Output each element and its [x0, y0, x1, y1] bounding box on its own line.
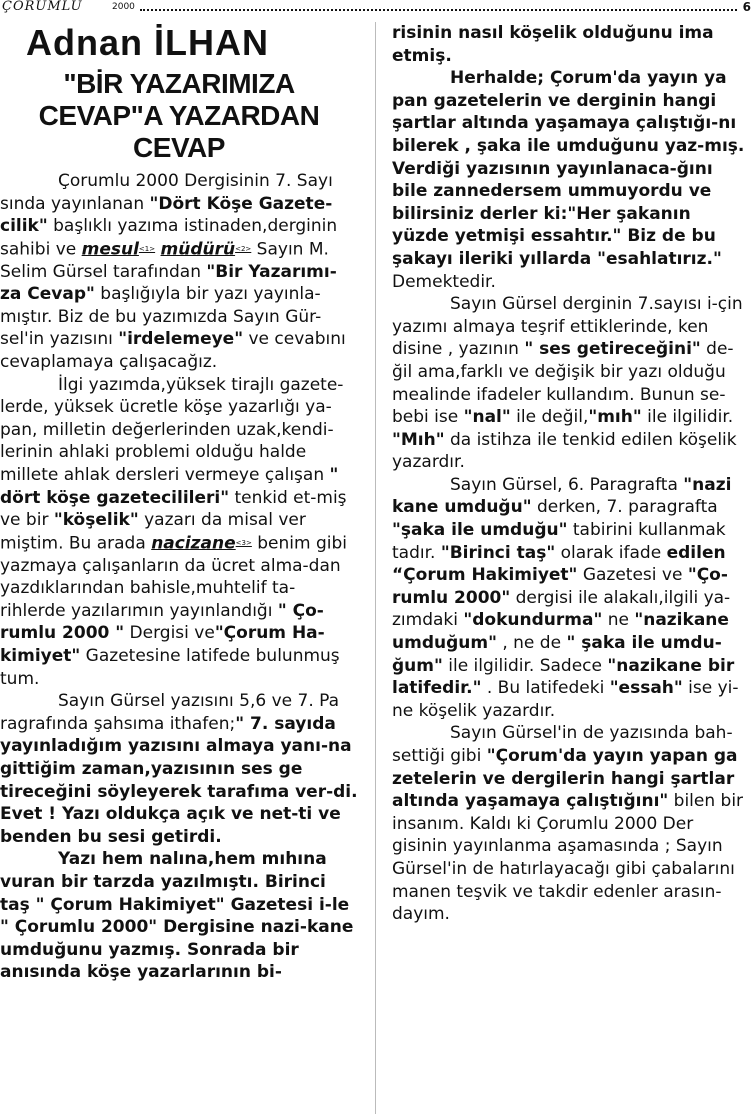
page-header — [0, 0, 753, 18]
left-column — [0, 22, 358, 984]
magazine-name: ÇORUMLU — [2, 0, 83, 14]
paragraph-3: Sayın Gürsel yazısını 5,6 ve 7. Pa ragrafında şahsıma ithafen;" 7. sayıda yayınladığım yazısını almaya yanı-na gittiğim zaman,yazısının ses ge tireceğini söyleyerek tarafıma ver-di. Evet ! Yazı oldukça açık ve net-ti ve benden bu sesi getirdi. — [0, 691, 358, 847]
paragraph-9: Sayın Gürsel'in de yazısında bah-settiği gibi "Çorum'da yayın yapan ga zetelerin ve dergilerin hangi şartlar altında yaşamaya çalıştığını" bilen bir insanım. Kaldı ki Çorumlu 2000 Der gisinin yayınlanma aşamasında ; Sayın Gürsel'in de hatırlayacağı gibi çabalarını manen teşvik ve takdir edenler arasın-dayım. — [392, 723, 744, 925]
paragraph-8: Sayın Gürsel, 6. Paragrafta "nazi kane umduğu" derken, 7. paragrafta "şaka ile umduğu" tabirini kullanmak tadır. "Birinci taş" olarak ifade edilen “Çorum Hakimiyet" Gazetesi ve "Ço-rumlu 2000" dergisi ile alakalı,ilgili ya-zımdaki "dokundurma" ne "nazikane umduğum" , ne de " şaka ile umdu-ğum" ile ilgilidir. Sadece "nazikane bir latifedir." . Bu latifedeki "essah" ise yi-ne köşelik yazardır. — [392, 474, 739, 721]
footnote-ref: <2> — [235, 244, 252, 253]
footnote-term: mesul — [81, 239, 139, 260]
paragraph-7: Sayın Gürsel derginin 7.sayısı i-çin yazımı almaya teşrif ettiklerinde, ken disine , yazının " ses getireceğini" de-ğil ama,farklı ve değişik bir yazı olduğu mealinde ifadeler kullandım. Bunun se-bebi ise "nal" ile değil,"mıh" ile ilgilidir. "Mıh" da istihza ile tenkid edilen köşelik yazardır. — [392, 294, 743, 473]
paragraph-6: Herhalde; Çorum'da yayın ya pan gazetelerin ve derginin hangi şartlar altında yaşamaya çalıştığı-nı bilerek , şaka ile umduğunu yaz-mış. Verdiği yazısının yayınlanaca-ğını bile zannedersem ummuyordu ve bilirsiniz derler ki:"Her şakanın yüzde yetmişi essahtır." Biz de bu şakayı ileriki yıllarda "esahlatırız." Demektedir. — [392, 68, 745, 292]
author-name: Adnan İLHAN — [26, 22, 269, 63]
footnote-ref: <3> — [235, 538, 252, 547]
footnote-ref: <1> — [138, 244, 156, 253]
footnote-term: nacizane — [151, 533, 236, 554]
footnote-term: müdürü — [160, 239, 236, 260]
page-number: 6 — [742, 0, 751, 14]
paragraph-1: Çorumlu 2000 Dergisinin 7. Sayı sında yayınlanan "Dört Köşe Gazete- cilik" başlıklı yazıma istinaden,derginin sahibi ve mesul<1> müdürü<2> Sayın M. Selim Gürsel tarafından "Bir Yazarımı-za Cevap" başlığıyla bir yazı yayınla-mıştır. Biz de bu yazımızda Sayın Gür-sel'in yazısını "irdelemeye" ve cevabını cevaplamaya çalışacağız. — [0, 171, 346, 373]
magazine-year: 2000 — [112, 2, 135, 12]
paragraph-2: İlgi yazımda,yüksek tirajlı gazete-lerde, yüksek ücretle köşe yazarlığı ya-pan, milletin değerlerinden uzak,kendi-lerinin ahlaki problemi olduğu halde millete ahlak dersleri vermeye çalışan " dört köşe gazetecilileri" tenkid et-miş ve bir "köşelik" yazarı da misal ver miştim. Bu arada nacizane<3> benim gibi yazmaya çalışanların da ücret alma-dan yazdıklarından bahisle,muhtelif ta-rihlerde yazılarımın yayınlandığı " Ço-rumlu 2000 " Dergisi ve"Çorum Ha-kimiyet" Gazetesine latifede bulunmuş tum. — [0, 374, 348, 689]
right-column — [392, 22, 753, 926]
article-title: "BİR YAZARIMIZA CEVAP"A YAZARDAN CEVAP — [38, 68, 320, 163]
paragraph-4: Yazı hem nalına,hem mıhına vuran bir tarzda yazılmıştı. Birinci taş " Çorum Hakimiyet" Gazetesi i-le " Çorumlu 2000" Dergisine nazi-kane umduğunu yazmış. Sonrada bir anısında köşe yazarlarının bi- — [0, 849, 354, 983]
header-dotted-rule — [140, 9, 737, 11]
column-divider — [375, 22, 376, 1114]
paragraph-5: risinin nasıl köşelik olduğunu ima etmiş. — [392, 23, 714, 66]
